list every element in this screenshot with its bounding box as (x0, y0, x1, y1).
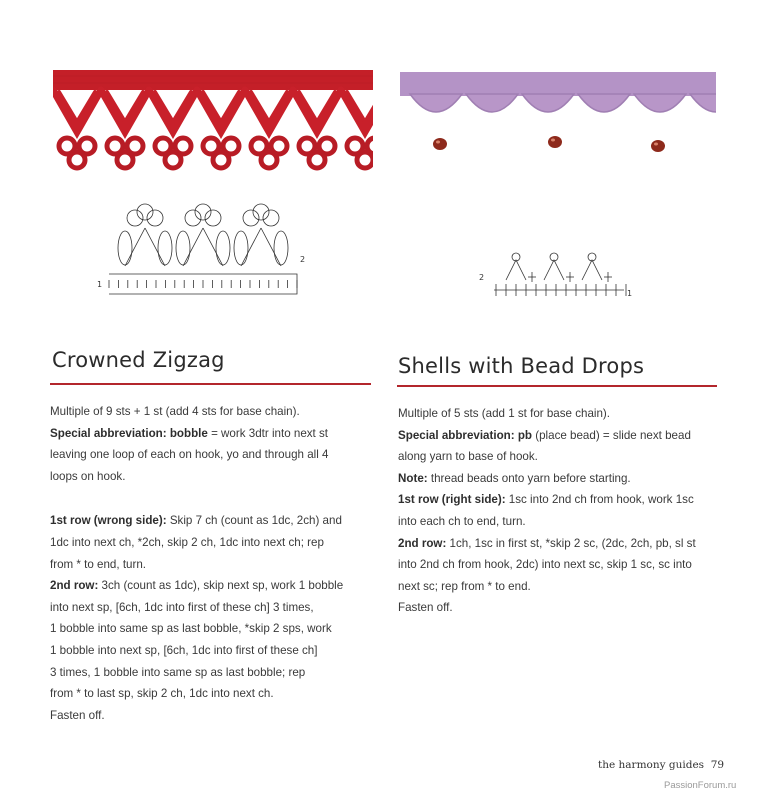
crowned-zigzag-instructions (50, 401, 372, 726)
shells-bead-drops-diagram (476, 250, 636, 302)
book-title: the harmony guides (598, 759, 705, 771)
instruction-term: 2nd row: (50, 579, 99, 593)
title-divider-left (50, 383, 371, 385)
instruction-line (50, 466, 372, 488)
instruction-text: loops on hook. (50, 469, 126, 483)
instruction-text: (place bead) = slide next bead (532, 428, 691, 442)
instruction-line (50, 597, 372, 619)
instruction-term: Special abbreviation: bobble (50, 426, 208, 440)
diagram-row-label-2: 2 (300, 255, 306, 264)
instruction-text: along yarn to base of hook. (398, 450, 538, 464)
instruction-line (50, 510, 372, 532)
instruction-text: from * to end, turn. (50, 557, 147, 571)
instruction-line (50, 444, 372, 466)
instructions-lines (398, 403, 716, 619)
instruction-line (50, 532, 372, 554)
instruction-text: 1 bobble into same sp as last bobble, *skip 2 sps, work (50, 622, 332, 636)
title-divider-right (397, 385, 717, 387)
instruction-text: 1dc into next ch, *2ch, skip 2 ch, 1dc into next ch; rep (50, 535, 324, 549)
instruction-text: into 2nd ch from hook, 2dc) into next sc, skip 1 sc, sc into (398, 558, 692, 572)
instruction-line (398, 489, 716, 511)
shells-bead-drops-instructions (398, 403, 716, 619)
instruction-term: Special abbreviation: pb (398, 428, 533, 442)
crowned-zigzag-photo (53, 70, 373, 178)
instruction-line (398, 425, 716, 447)
instruction-text: into next sp, [6ch, 1dc into first of these ch] 3 times, (50, 600, 314, 614)
instruction-text: 1ch, 1sc in first st, *skip 2 sc, (2dc, 2ch, pb, sl st (446, 536, 696, 550)
diagram-row-label-2: 2 (479, 273, 485, 282)
crowned-zigzag-diagram (95, 196, 315, 302)
instruction-text: Multiple of 5 sts (add 1 st for base chain). (398, 407, 611, 420)
instruction-text: 3ch (count as 1dc), skip next sp, work 1 bobble (98, 579, 344, 593)
instruction-line (50, 575, 372, 597)
instruction-line (398, 511, 716, 533)
instruction-text: leaving one loop of each on hook, yo and through all 4 (50, 448, 329, 462)
pattern-title-shells-bead-drops: Shells with Bead Drops (398, 354, 645, 378)
diagram-row-label-1: 1 (627, 289, 633, 298)
instruction-text: Fasten off. (50, 708, 105, 722)
instruction-term: Note: (398, 471, 428, 485)
instructions-intro (50, 401, 372, 487)
instruction-term: 2nd row: (398, 536, 447, 550)
instructions-rows (50, 510, 372, 726)
instruction-line (398, 468, 716, 490)
instruction-text: into each ch to end, turn. (398, 514, 526, 528)
instruction-line (398, 403, 716, 425)
instruction-text: Multiple of 9 sts + 1 st (add 4 sts for base chain). (50, 405, 300, 418)
instruction-text: = work 3dtr into next st (207, 426, 329, 440)
instruction-term: 1st row (wrong side): (50, 514, 167, 528)
instruction-line (398, 597, 716, 619)
watermark: PassionForum.ru (664, 780, 737, 791)
instruction-line (50, 683, 372, 705)
shells-bead-drops-photo (400, 72, 716, 152)
instruction-term: 1st row (right side): (398, 493, 506, 507)
page-number: 79 (710, 759, 725, 771)
instruction-line (50, 554, 372, 576)
instruction-line (50, 662, 372, 684)
instruction-text: 1sc into 2nd ch from hook, work 1sc (505, 493, 694, 507)
instruction-line (398, 533, 716, 555)
instruction-text: Fasten off. (398, 601, 453, 615)
instruction-line (50, 618, 372, 640)
pattern-title-crowned-zigzag: Crowned Zigzag (52, 348, 225, 372)
instruction-text: Skip 7 ch (count as 1dc, 2ch) and (166, 514, 342, 528)
instruction-line (50, 401, 372, 423)
instruction-text: next sc; rep from * to end. (398, 579, 531, 593)
page-footer (598, 759, 724, 771)
instruction-line (398, 446, 716, 468)
instruction-line (50, 640, 372, 662)
instruction-text: thread beads onto yarn before starting. (427, 471, 631, 485)
instruction-line (50, 423, 372, 445)
instruction-line (50, 705, 372, 727)
instruction-text: 3 times, 1 bobble into same sp as last bobble; rep (50, 665, 306, 679)
instruction-line (398, 576, 716, 598)
instruction-text: from * to last sp, skip 2 ch, 1dc into next ch. (50, 687, 274, 701)
instruction-line (398, 554, 716, 576)
instruction-text: 1 bobble into next sp, [6ch, 1dc into first of these ch] (50, 643, 318, 657)
diagram-row-label-1: 1 (97, 280, 103, 289)
